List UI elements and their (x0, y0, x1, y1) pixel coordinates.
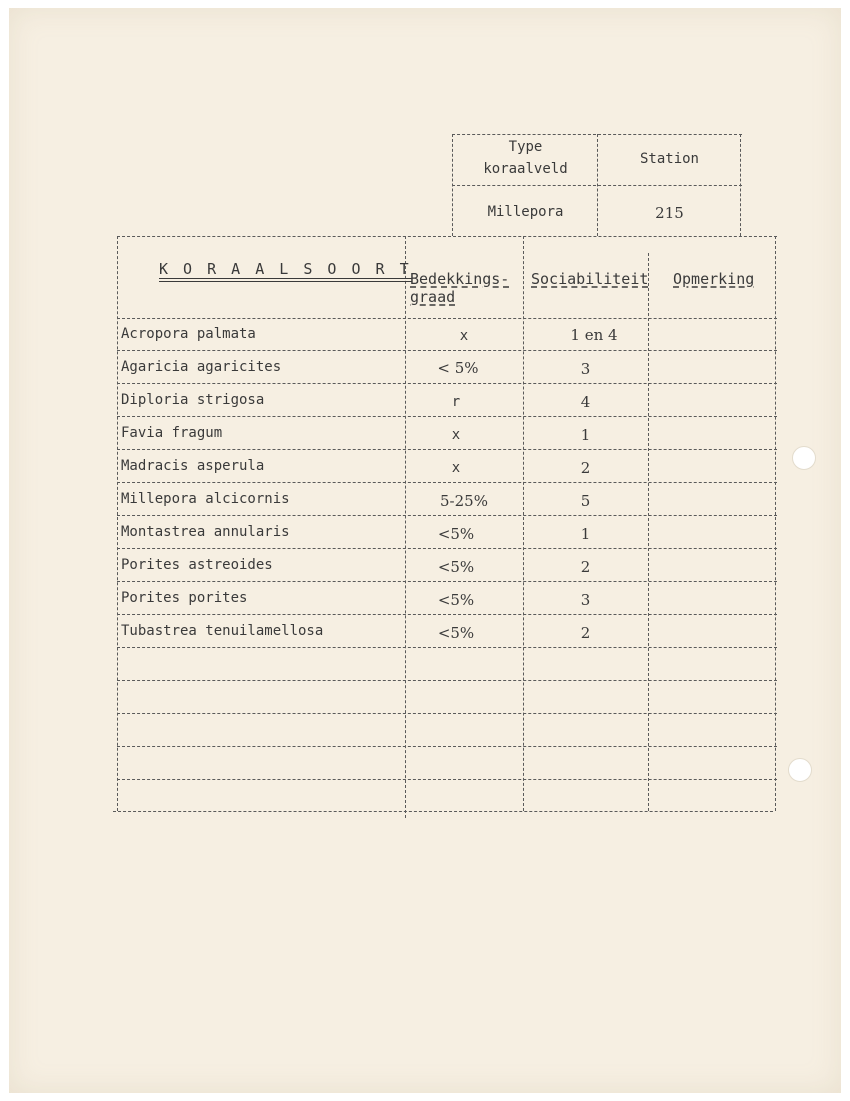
coverage-column-header: Bedekkings- graad (410, 270, 510, 306)
table-row-sociability: 1 (580, 426, 591, 444)
species-column-header: K O R A A L S O O R T (159, 260, 412, 278)
document-page (9, 8, 841, 1093)
table-row-species: Porites astreoides (121, 557, 273, 573)
table-row-sociability: 3 (580, 591, 591, 609)
station-value: 215 (655, 204, 684, 222)
table-row-coverage: <5% (437, 558, 475, 576)
table-row-sociability: 1 en 4 (570, 326, 618, 344)
binder-hole-lower (788, 758, 812, 782)
table-row-coverage: 5-25% (440, 492, 488, 510)
table-row-species: Tubastrea tenuilamellosa (121, 623, 324, 639)
binder-hole-upper (792, 446, 816, 470)
table-row-coverage: < 5% (437, 359, 479, 377)
table-row-coverage: r (451, 394, 461, 410)
table-row-sociability: 5 (580, 492, 591, 510)
type-value: Millepora (487, 204, 564, 220)
table-row-coverage: x (451, 460, 461, 476)
table-row-species: Diploria strigosa (121, 392, 265, 408)
table-row-species: Porites porites (121, 590, 248, 606)
table-row-sociability: 4 (580, 393, 591, 411)
type-label: Type koraalveld (483, 139, 568, 177)
table-row-coverage: <5% (437, 624, 475, 642)
table-row-species: Agaricia agaricites (121, 359, 282, 375)
table-row-coverage: <5% (437, 591, 475, 609)
sociability-column-header: Sociabiliteit (531, 270, 649, 288)
table-row-sociability: 2 (580, 459, 591, 477)
table-row-sociability: 2 (580, 558, 591, 576)
table-row-sociability: 2 (580, 624, 591, 642)
table-row-coverage: x (459, 328, 469, 344)
table-row-sociability: 3 (580, 360, 591, 378)
table-row-species: Favia fragum (121, 425, 223, 441)
table-row-coverage: <5% (437, 525, 475, 543)
table-row-sociability: 1 (580, 525, 591, 543)
table-row-species: Montastrea annularis (121, 524, 290, 540)
table-row-species: Madracis asperula (121, 458, 265, 474)
station-label: Station (639, 151, 699, 167)
remark-column-header: Opmerking (673, 270, 755, 288)
table-row-species: Acropora palmata (121, 326, 256, 342)
table-row-species: Millepora alcicornis (121, 491, 290, 507)
table-row-coverage: x (451, 427, 461, 443)
